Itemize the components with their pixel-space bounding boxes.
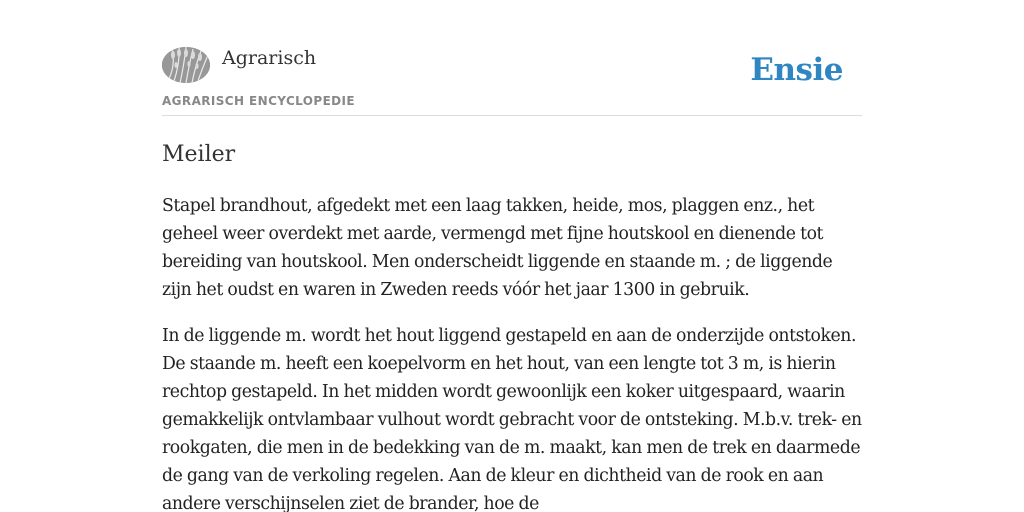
article-paragraph: Stapel brandhout, afgedekt met een laag takken, heide, mos, plaggen enz., het geheel weer overdekt met aarde, vermengd met fijne houtskool en dienende tot bereiding van houtskool. Men onderscheidt liggende en staande m. ; de liggende zijn het oudst en waren in Zweden reeds vóór het jaar 1300 in gebruik. bbox=[162, 196, 833, 300]
article-body bbox=[162, 192, 862, 512]
brand-logo-link[interactable]: Ensie bbox=[750, 52, 843, 88]
source-name-link[interactable]: Agrarisch bbox=[222, 47, 317, 69]
source-subtitle-link[interactable]: AGRARISCH ENCYCLOPEDIE bbox=[162, 94, 355, 108]
article-title: Meiler bbox=[162, 142, 236, 167]
site-header bbox=[162, 44, 862, 116]
article-paragraph: In de liggende m. wordt het hout liggend gestapeld en aan de onderzijde ontstoken. De staande m. heeft een koepelvorm en het hout, van een lengte tot 3 m, is hierin rechtop gestapeld. In het midden wordt gewoonlijk een koker uitgespaard, waarin gemakkelijk ontvlambaar vulhout wordt gebracht voor de ontsteking. M.b.v. trek- en rookgaten, die men in de bedekking van de m. maakt, kan men de trek en daarmede de gang van de verkoling regelen. Aan de kleur en dichtheid van de rook en aan andere verschijnselen ziet de brander, hoe de bbox=[162, 326, 862, 512]
wheat-logo-icon[interactable] bbox=[162, 47, 210, 83]
